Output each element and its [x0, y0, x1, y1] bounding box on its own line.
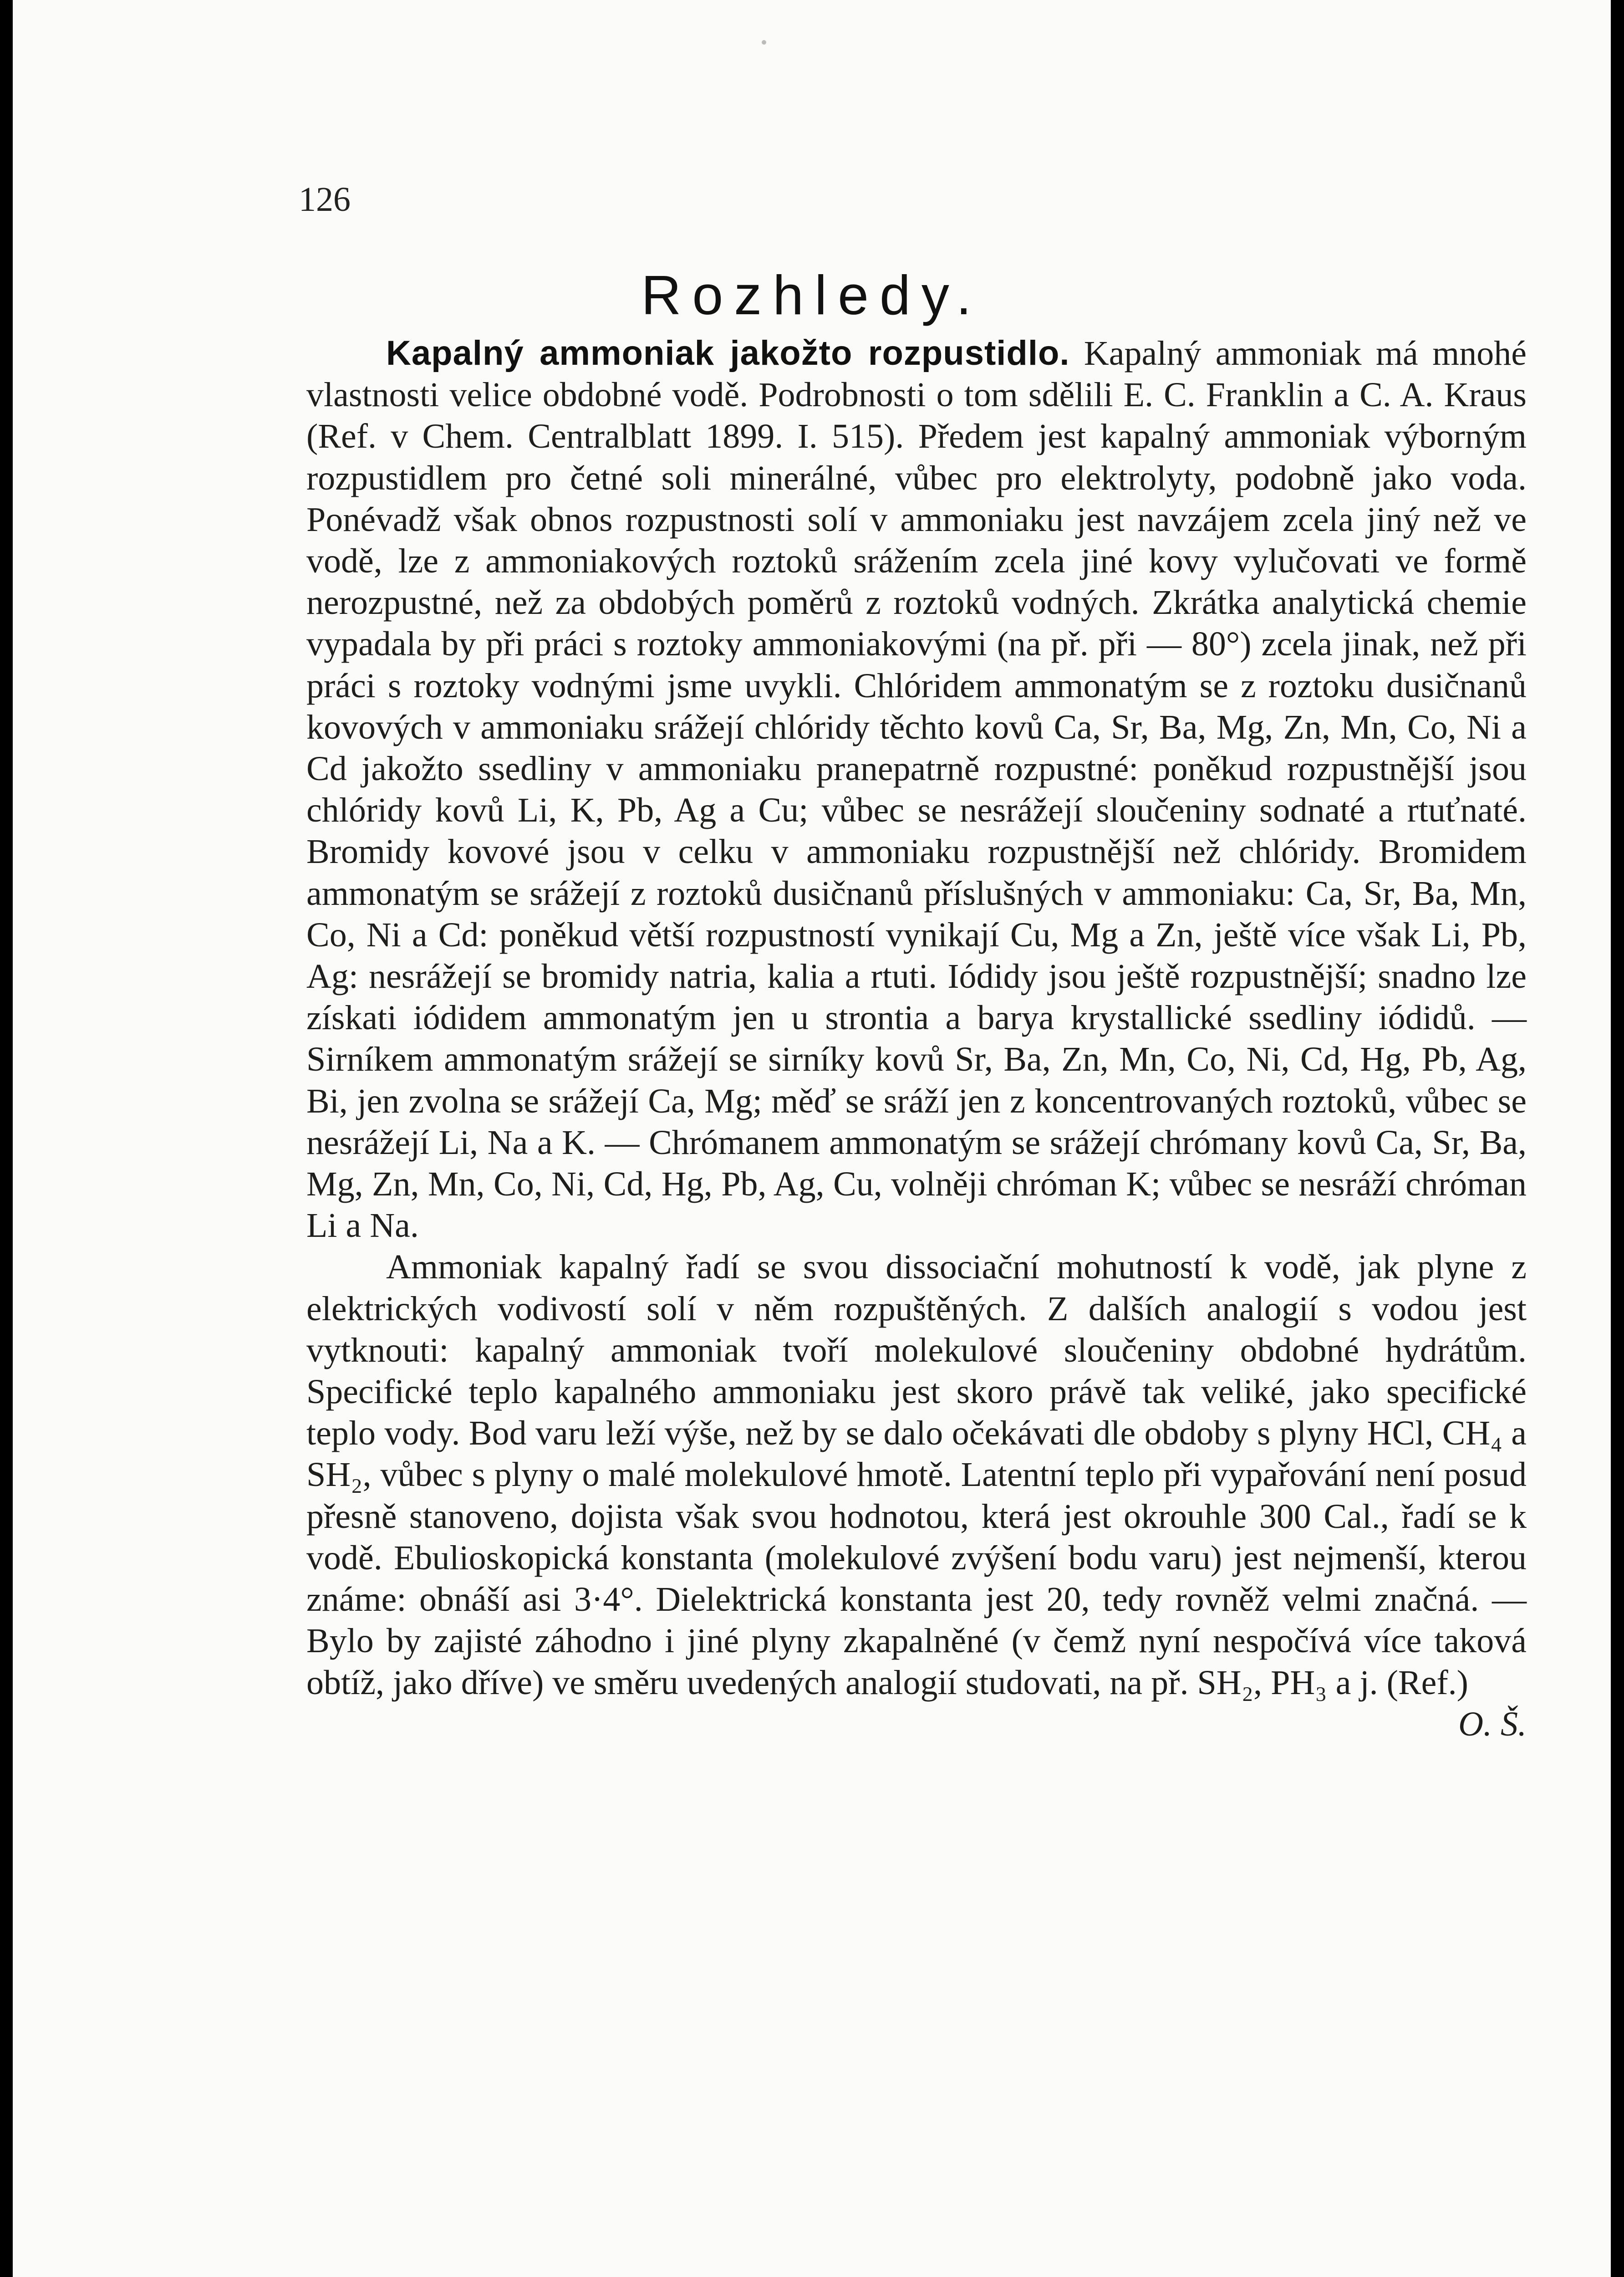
scanned-page	[13, 0, 1611, 2277]
paragraph-text: Kapalný ammoniak má mnohé vlastnosti velice obdobné vodě. Podrobnosti o tom sdělili E. C. Franklin a C. A. Kraus (Ref. v Chem. Centralblatt 1899. I. 515). Předem jest kapalný ammoniak výborným rozpustidlem pro četné soli minerálné, vůbec pro elektrolyty, podobně jako voda. Ponévadž však obnos rozpustnosti solí v ammoniaku jest navzájem zcela jiný než ve vodě, lze z ammoniakových roztoků srážením zcela jiné kovy vylučovati ve formě nerozpustné, než za obdobých poměrů z roztoků vodných. Zkrátka analytická chemie vypadala by při práci s roztoky ammoniakovými (na př. při — 80°) zcela jinak, než při práci s roztoky vodnými jsme uvykli. Chlóridem ammonatým se z roztoku dusičnanů kovových v ammoniaku srážejí chlóridy těchto kovů Ca, Sr, Ba, Mg, Zn, Mn, Co, Ni a Cd jakožto ssedliny v ammoniaku pranepatrně rozpustné: poněkud rozpustnější jsou chlóridy kovů Li, K, Pb, Ag a Cu; vůbec se nesrážejí sloučeniny sodnaté a rtuťnaté. Bromidy kovové jsou v celku v ammoniaku rozpustnější než chlóridy. Bromidem ammonatým se srážejí z roztoků dusičnanů příslušných v ammoniaku: Ca, Sr, Ba, Mn, Co, Ni a Cd: poněkud větší rozpustností vynikají Cu, Mg a Zn, ještě více však Li, Pb, Ag: nesrážejí se bromidy natria, kalia a rtuti. Iódidy jsou ještě rozpustnější; snadno lze získati iódidem ammonatým jen u strontia a baryа krystallické ssedliny iódidů. — Sirníkem ammonatým srážejí se sirníky kovů Sr, Ba, Zn, Mn, Co, Ni, Cd, Hg, Pb, Ag, Bi, jen zvolna se srážejí Ca, Mg; měď se sráží jen z koncentrovaných roztoků, vůbec se nesrážejí Li, Na a K. — Chrómanem ammonatým se srážejí chrómany kovů Ca, Sr, Ba, Mg, Zn, Mn, Co, Ni, Cd, Hg, Pb, Ag, Cu, volněji chróman K; vůbec se nesráží chróman Li a Na.	[306, 334, 1527, 1245]
page-number: 126	[299, 180, 351, 219]
scan-speck	[762, 40, 766, 45]
article-paragraph	[306, 1246, 1527, 1743]
author-signature: O. Š.	[1458, 1705, 1527, 1743]
article-ammoniak	[306, 332, 1527, 1745]
paragraph-text: Ammoniak kapalný řadí se svou dissociační mohutností k vodě, jak plyne z elektrických vodivostí solí v něm rozpuštěných. Z dalších analogií s vodou jest vytknouti: kapalný ammoniak tvoří molekulové sloučeniny obdobné hydrátům. Specifické teplo kapalného ammoniaku jest skoro právě tak veliké, jako specifické teplo vody. Bod varu leží výše, než by se dalo očekávati dle obdoby s plyny HCl, CH₄ a SH₂, vůbec s plyny o malé molekulové hmotě. Latentní teplo při vypařování není posud přesně stanoveno, dojista však svou hodnotou, která jest okrouhle 300 Cal., řadí se k vodě. Ebulioskopická konstanta (molekulové zvýšení bodu varu) jest nejmenší, kterou známe: obnáší asi 3·4°. Dielektrická konstanta jest 20, tedy rovněž velmi značná. — Bylo by zajisté záhodno i jiné plyny zkapalněné (v čemž nyní nespočívá více taková obtíž, jako dříve) ve směru uvedených analogií studovati, na př. SH₂, PH₃ a j. (Ref.)	[306, 1248, 1527, 1702]
article-heading: Kapalný ammoniak jakožto rozpustidlo.	[386, 334, 1070, 373]
article-paragraph	[306, 332, 1527, 1246]
section-title: Rozhledy.	[641, 264, 983, 326]
